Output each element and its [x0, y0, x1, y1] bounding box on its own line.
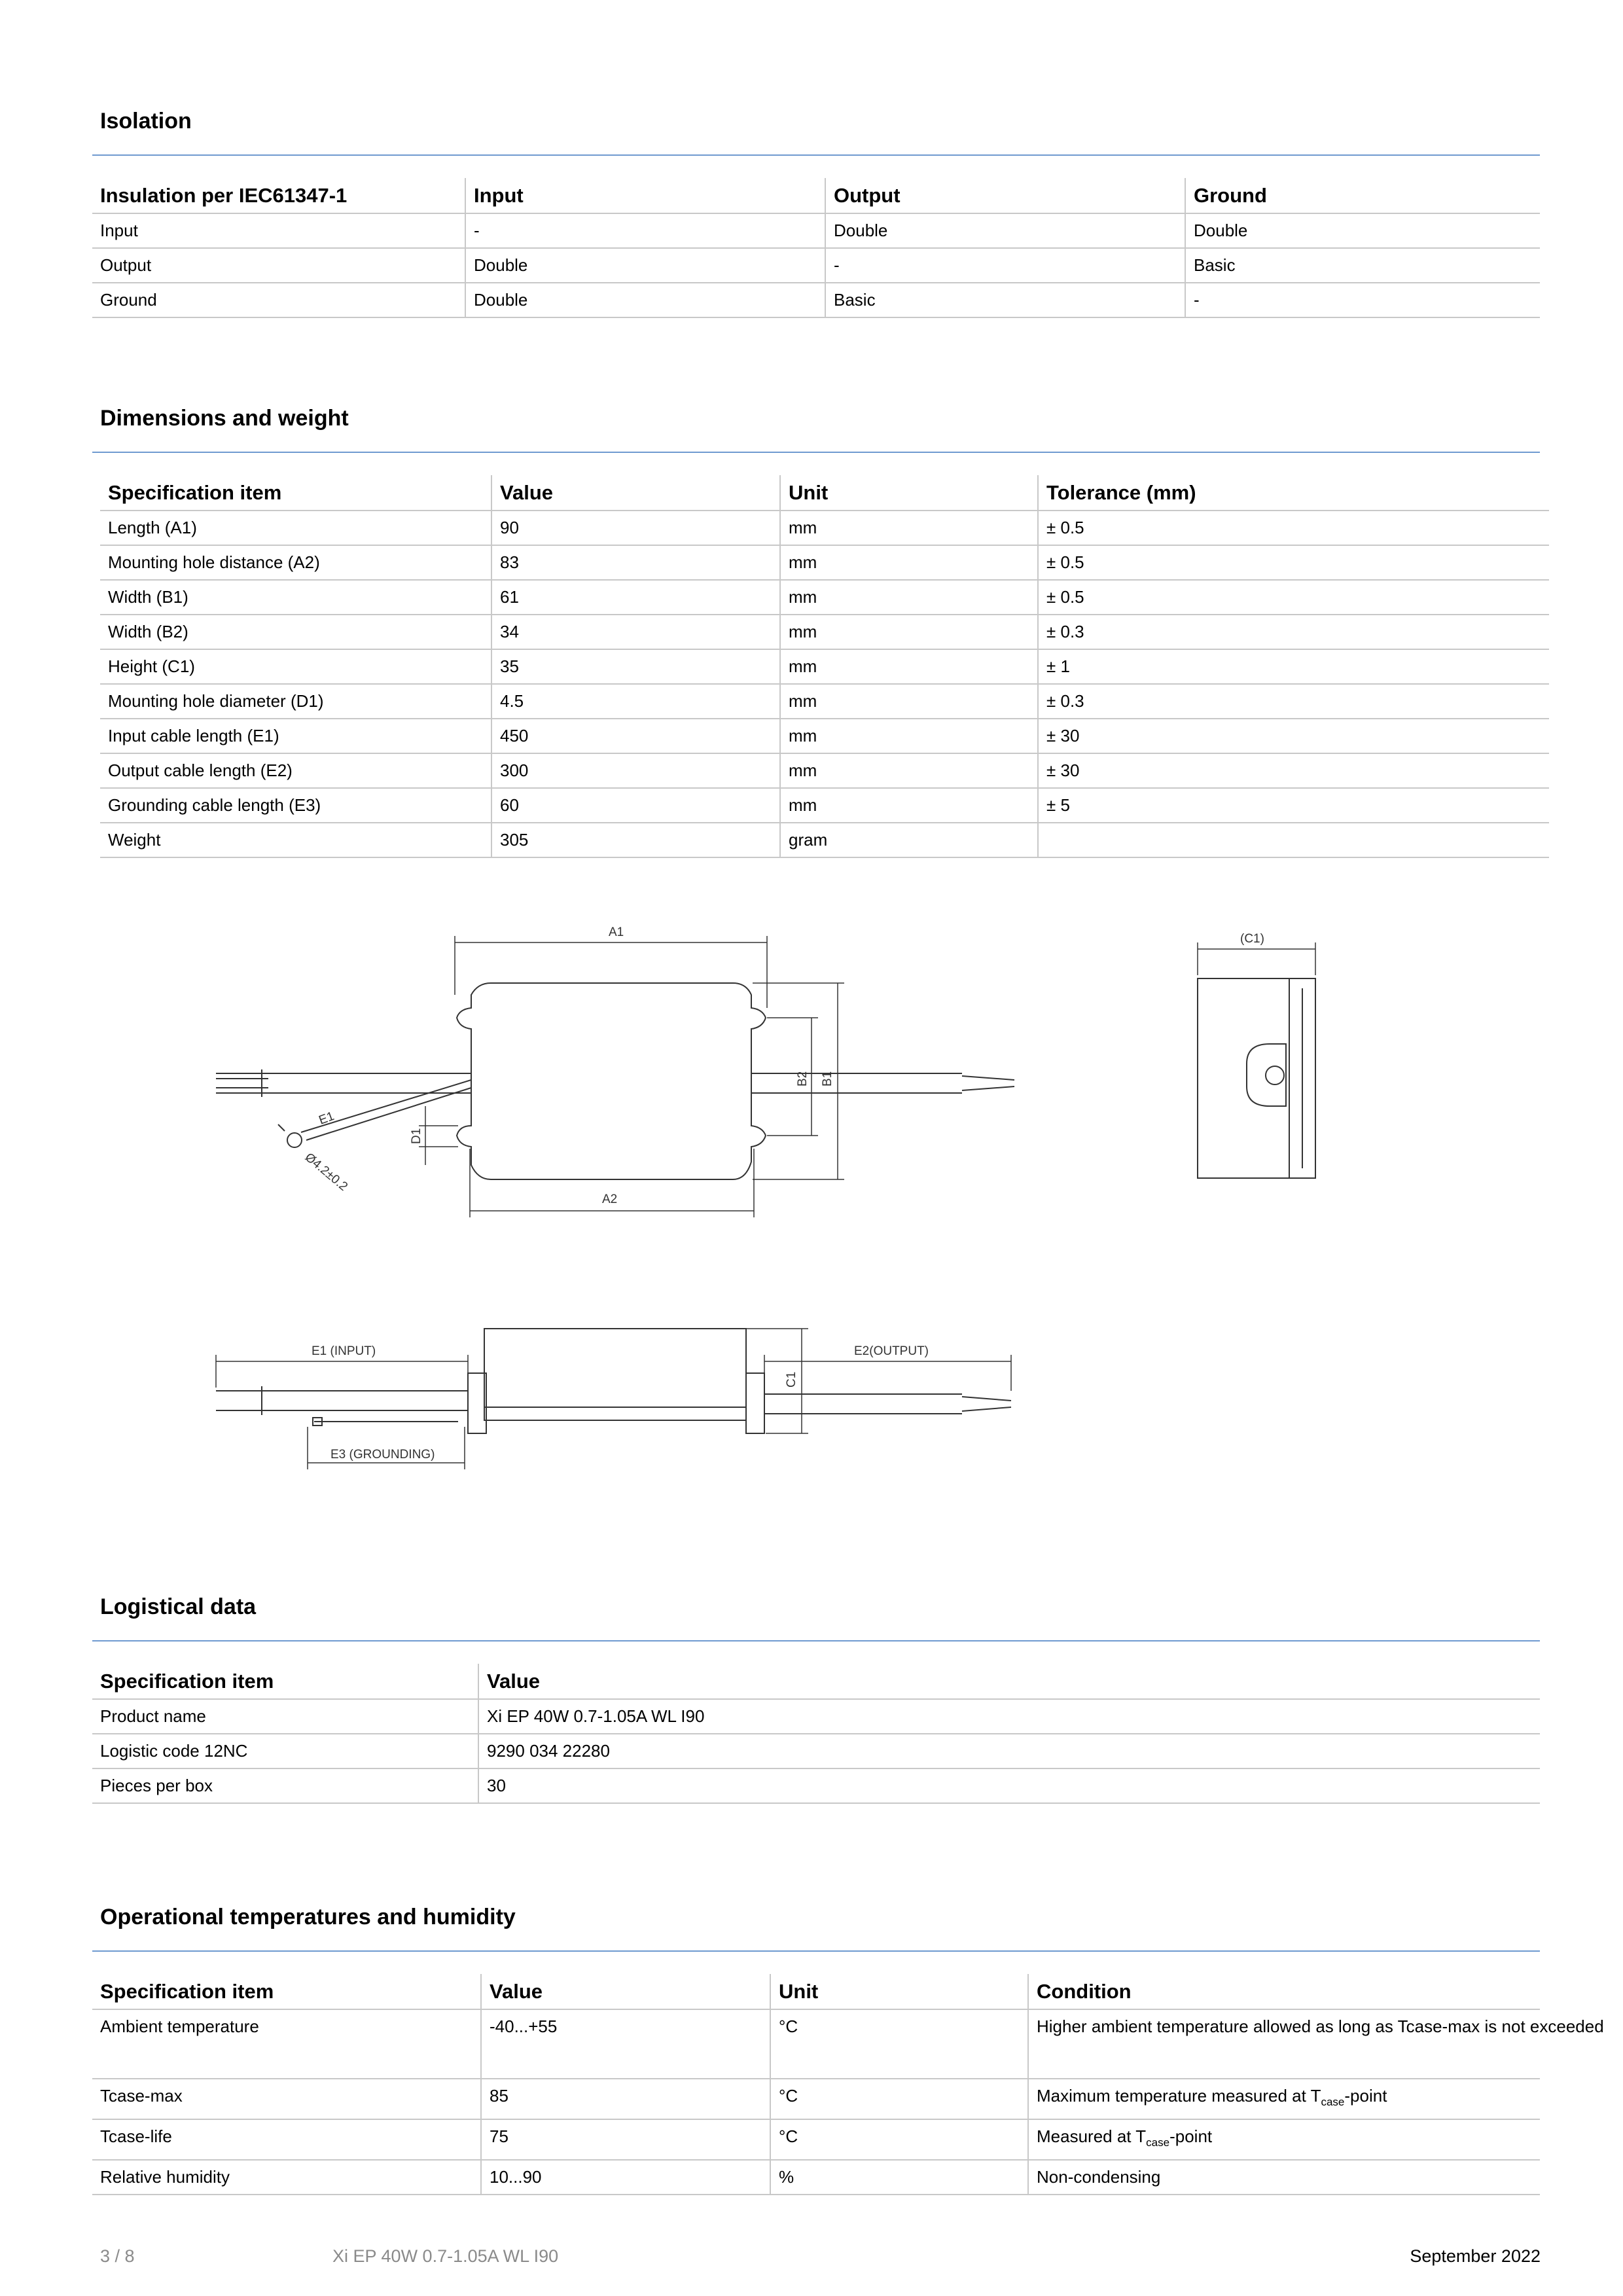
table-row — [100, 615, 1549, 649]
table-cell: ± 0.5 — [1038, 511, 1549, 545]
column-header: Value — [478, 1664, 1540, 1699]
table-row — [92, 1699, 1540, 1734]
table-cell: 90 — [491, 511, 780, 545]
column-header: Ground — [1185, 178, 1540, 213]
table-cell: Basic — [1185, 248, 1540, 283]
column-header: Specification item — [92, 1974, 481, 2009]
column-header: Value — [491, 475, 780, 511]
table-cell: Xi EP 40W 0.7-1.05A WL I90 — [478, 1699, 1540, 1734]
table-cell: ± 0.5 — [1038, 545, 1549, 580]
table-cell — [1028, 2119, 1540, 2160]
table-row — [92, 248, 1540, 283]
table-cell: 450 — [491, 719, 780, 753]
table-cell: Basic — [825, 283, 1185, 317]
table-cell: °C — [770, 2009, 1028, 2079]
table-cell: mm — [780, 511, 1038, 545]
table-header-row — [100, 475, 1549, 511]
section-rule — [92, 452, 1540, 453]
dimension-label-b1: B1 — [821, 1071, 834, 1086]
table-cell: gram — [780, 823, 1038, 857]
table-cell: 85 — [481, 2079, 770, 2119]
table-cell: Logistic code 12NC — [92, 1734, 478, 1768]
table-cell: mm — [780, 545, 1038, 580]
column-header: Tolerance (mm) — [1038, 475, 1549, 511]
table-row — [100, 649, 1549, 684]
table-cell: Tcase-max — [92, 2079, 481, 2119]
column-header: Input — [465, 178, 825, 213]
table-cell: 83 — [491, 545, 780, 580]
condition-text: -point — [1344, 2086, 1387, 2106]
condition-text: Higher ambient temperature allowed as long as Tcase-max is not exceeded — [1037, 2017, 1604, 2036]
table-cell: Width (B1) — [100, 580, 491, 615]
table-cell: Double — [1185, 213, 1540, 248]
isolation-table — [92, 178, 1540, 318]
driver-body-top-view — [457, 983, 766, 1179]
table-cell: Width (B2) — [100, 615, 491, 649]
table-cell: Length (A1) — [100, 511, 491, 545]
table-cell: mm — [780, 719, 1038, 753]
table-cell: mm — [780, 684, 1038, 719]
section-title-logistical: Logistical data — [100, 1594, 257, 1619]
condition-subscript: case — [1321, 2096, 1345, 2109]
condition-subscript: case — [1146, 2136, 1170, 2149]
section-title-isolation: Isolation — [100, 109, 192, 134]
table-cell: Ambient temperature — [92, 2009, 481, 2079]
column-header: Output — [825, 178, 1185, 213]
dimension-label-c1: C1 — [785, 1371, 798, 1388]
table-header-row — [92, 1664, 1540, 1699]
condition-text: -point — [1169, 2126, 1213, 2147]
table-cell: 60 — [491, 788, 780, 823]
column-header: Unit — [770, 1974, 1028, 2009]
dimension-label-b2: B2 — [796, 1071, 810, 1086]
table-row — [92, 213, 1540, 248]
dimension-label-e1: E1 — [317, 1109, 336, 1128]
table-cell: Grounding cable length (E3) — [100, 788, 491, 823]
table-row — [100, 684, 1549, 719]
table-cell: Double — [825, 213, 1185, 248]
table-row — [100, 823, 1549, 857]
table-cell: % — [770, 2160, 1028, 2195]
footer-page-number: 3 / 8 — [100, 2246, 135, 2266]
table-row — [92, 283, 1540, 317]
table-cell: mm — [780, 580, 1038, 615]
column-header: Unit — [780, 475, 1038, 511]
table-cell: Mounting hole distance (A2) — [100, 545, 491, 580]
section-title-operational: Operational temperatures and humidity — [100, 1905, 516, 1929]
table-cell: ± 5 — [1038, 788, 1549, 823]
column-header: Insulation per IEC61347-1 — [92, 178, 465, 213]
table-cell: °C — [770, 2079, 1028, 2119]
column-header: Specification item — [100, 475, 491, 511]
condition-text: Measured at T — [1037, 2126, 1147, 2147]
table-row — [92, 1768, 1540, 1803]
table-cell: mm — [780, 615, 1038, 649]
table-cell: ± 0.3 — [1038, 615, 1549, 649]
table-cell: 305 — [491, 823, 780, 857]
table-row — [100, 511, 1549, 545]
section-rule — [92, 1640, 1540, 1641]
table-cell: 34 — [491, 615, 780, 649]
dimension-label-e1-input: E1 (INPUT) — [312, 1344, 376, 1358]
table-cell — [1028, 2079, 1540, 2119]
table-cell: Ground — [92, 283, 465, 317]
section-rule — [92, 154, 1540, 156]
logistical-table — [92, 1664, 1540, 1804]
column-header: Condition — [1028, 1974, 1540, 2009]
table-cell — [1028, 2009, 1604, 2079]
table-cell: - — [465, 213, 825, 248]
table-header-row — [92, 178, 1540, 213]
table-row — [100, 719, 1549, 753]
table-cell: 9290 034 22280 — [478, 1734, 1540, 1768]
table-cell: -40...+55 — [481, 2009, 770, 2079]
table-row — [92, 2119, 1540, 2160]
footer-product-name: Xi EP 40W 0.7-1.05A WL I90 — [332, 2246, 559, 2266]
table-cell: mm — [780, 649, 1038, 684]
table-header-row — [92, 1974, 1540, 2009]
dimensions-table — [100, 475, 1549, 858]
table-cell: - — [1185, 283, 1540, 317]
table-row — [100, 545, 1549, 580]
column-header: Value — [481, 1974, 770, 2009]
table-cell: 61 — [491, 580, 780, 615]
ground-ring-terminal — [287, 1133, 302, 1147]
table-cell: ± 0.5 — [1038, 580, 1549, 615]
table-cell: Double — [465, 248, 825, 283]
table-cell: Relative humidity — [92, 2160, 481, 2195]
table-cell: ± 30 — [1038, 719, 1549, 753]
table-cell: ± 0.3 — [1038, 684, 1549, 719]
table-cell: °C — [770, 2119, 1028, 2160]
table-row — [92, 2079, 1540, 2119]
footer-date: September 2022 — [1410, 2246, 1541, 2266]
table-cell: 30 — [478, 1768, 1540, 1803]
table-cell: Tcase-life — [92, 2119, 481, 2160]
table-cell: mm — [780, 753, 1038, 788]
section-title-dimensions: Dimensions and weight — [100, 406, 349, 431]
dimension-label-e3-grounding: E3 (GROUNDING) — [330, 1448, 435, 1462]
dimension-label-c1-side: (C1) — [1240, 932, 1264, 946]
table-cell: Output — [92, 248, 465, 283]
table-row — [100, 753, 1549, 788]
dimension-label-e2-output: E2(OUTPUT) — [854, 1344, 929, 1358]
table-cell: mm — [780, 788, 1038, 823]
dimension-label-a2: A2 — [602, 1193, 618, 1206]
section-rule — [92, 1950, 1540, 1952]
table-cell: ± 30 — [1038, 753, 1549, 788]
table-cell — [1028, 2160, 1540, 2195]
table-cell: Product name — [92, 1699, 478, 1734]
column-header: Specification item — [92, 1664, 478, 1699]
table-row — [100, 788, 1549, 823]
table-row — [92, 1734, 1540, 1768]
operational-table — [92, 1974, 1604, 2195]
table-cell: Double — [465, 283, 825, 317]
table-row — [100, 580, 1549, 615]
table-cell: 300 — [491, 753, 780, 788]
driver-body-side-view — [1198, 978, 1315, 1178]
table-cell: Input cable length (E1) — [100, 719, 491, 753]
table-cell: Input — [92, 213, 465, 248]
table-cell: Pieces per box — [92, 1768, 478, 1803]
dimension-label-d1: D1 — [410, 1128, 423, 1144]
table-cell: 75 — [481, 2119, 770, 2160]
dimension-drawing — [0, 903, 1623, 1505]
table-cell: - — [825, 248, 1185, 283]
condition-text: Non-condensing — [1037, 2167, 1161, 2187]
condition-text: Maximum temperature measured at T — [1037, 2086, 1321, 2106]
table-cell: Weight — [100, 823, 491, 857]
table-cell: ± 1 — [1038, 649, 1549, 684]
table-cell: Height (C1) — [100, 649, 491, 684]
table-cell: Mounting hole diameter (D1) — [100, 684, 491, 719]
dimension-label-a1: A1 — [609, 925, 624, 939]
table-row — [92, 2009, 1540, 2079]
table-cell: 35 — [491, 649, 780, 684]
table-cell: 10...90 — [481, 2160, 770, 2195]
table-cell — [1038, 823, 1549, 857]
table-cell: Output cable length (E2) — [100, 753, 491, 788]
table-cell: 4.5 — [491, 684, 780, 719]
table-row — [92, 2160, 1540, 2195]
dimension-label-ring: Ø4.2±0.2 — [302, 1150, 351, 1194]
